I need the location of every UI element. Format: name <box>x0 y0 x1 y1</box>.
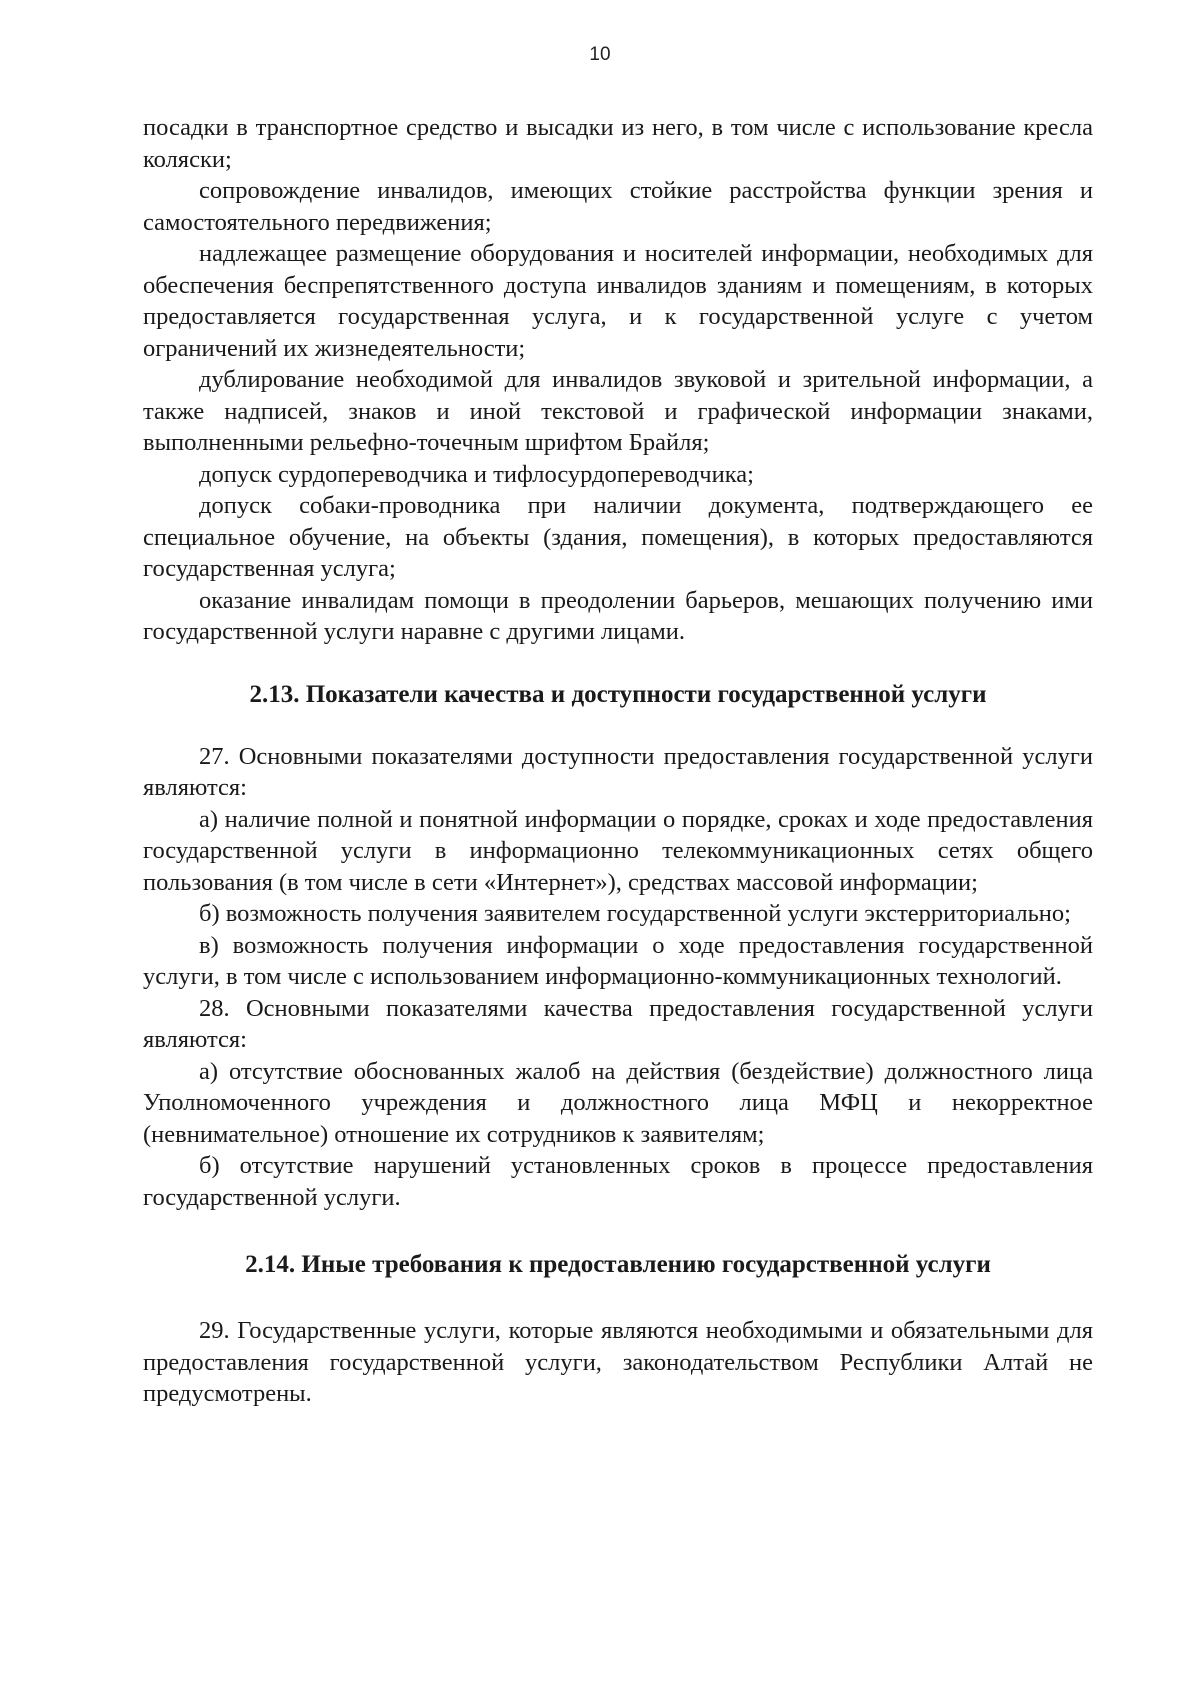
paragraph: 27. Основными показателями доступности предоставления государственной услуги являются: <box>143 742 1093 801</box>
paragraph: посадки в транспортное средство и высадки из него, в том числе с использование кресла коляски; <box>143 114 1093 173</box>
section-heading: 2.14. Иные требования к предоставлению государственной услуги <box>245 1251 991 1278</box>
paragraph: 28. Основными показателями качества предоставления государственной услуги являются: <box>143 994 1093 1053</box>
paragraph: 29. Государственные услуги, которые являются необходимыми и обязательными для предоставления государственной услуги, законодательством Республики Алтай не предусмотрены. <box>143 1317 1093 1407</box>
paragraph: сопровождение инвалидов, имеющих стойкие расстройства функции зрения и самостоятельного передвижения; <box>143 177 1093 236</box>
paragraph: а) отсутствие обоснованных жалоб на действия (бездействие) должностного лица Уполномоченного учреждения и должностного лица МФЦ и некорректное (невнимательное) отношение их сотрудников к заявителям; <box>143 1057 1093 1148</box>
section-heading: 2.13. Показатели качества и доступности государственной услуги <box>249 680 987 708</box>
paragraph: а) наличие полной и понятной информации о порядке, сроках и ходе предоставления государственной услуги в информационно телекоммуникационных сетях общего пользования (в том числе в сети «Интернет»), средствах массовой информации; <box>143 805 1093 896</box>
paragraph: оказание инвалидам помощи в преодолении барьеров, мешающих получению ими государственной услуги наравне с другими лицами. <box>143 586 1093 645</box>
page-number: 10 <box>589 44 611 65</box>
paragraph: в) возможность получения информации о ходе предоставления государственной услуги, в том числе с использованием информационно-коммуникационных технологий. <box>143 931 1093 990</box>
paragraph: б) возможность получения заявителем государственной услуги экстерриториально; <box>199 900 1071 927</box>
paragraph: допуск сурдопереводчика и тифлосурдопереводчика; <box>199 460 754 488</box>
paragraph: дублирование необходимой для инвалидов звуковой и зрительной информации, а также надписей, знаков и иной текстовой и графической информации знаками, выполненными рельефно-точечным шрифтом Брайля; <box>143 366 1093 456</box>
document-body <box>143 112 1093 1410</box>
paragraph: допуск собаки-проводника при наличии документа, подтверждающего ее специальное обучение, на объекты (здания, помещения), в которых предоставляются государственная услуга; <box>143 492 1093 582</box>
paragraph: б) отсутствие нарушений установленных сроков в процессе предоставления государственной услуги. <box>143 1152 1093 1211</box>
paragraph: надлежащее размещение оборудования и носителей информации, необходимых для обеспечения беспрепятственного доступа инвалидов зданиям и помещениям, в которых предоставляется государственная услуга, и к государственной услуге с учетом ограничений их жизнедеятельности; <box>143 240 1093 362</box>
